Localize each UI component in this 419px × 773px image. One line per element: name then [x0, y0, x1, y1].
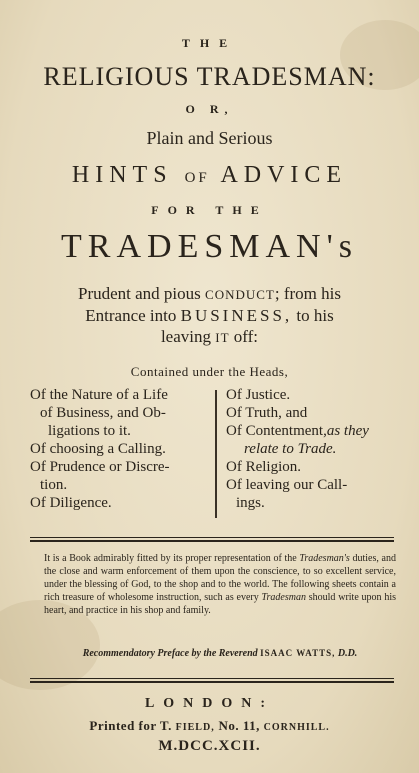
subtitle-tradesman: TRADESMAN's: [61, 228, 358, 265]
double-rule-bottom: [30, 681, 394, 683]
double-rule-bottom: [30, 678, 394, 679]
title-main: RELIGIOUS TRADESMAN:: [43, 62, 376, 91]
head-item: of Business, and Ob-: [40, 405, 166, 421]
head-item: Of choosing a Calling.: [30, 441, 166, 457]
subtitle-plain-serious: Plain and Serious: [146, 128, 273, 148]
head-item: Of Diligence.: [30, 495, 112, 511]
double-rule-top: [30, 540, 394, 542]
subtitle-hints-of-advice: [0, 162, 419, 189]
head-item: relate to Trade.: [244, 441, 337, 457]
imprint-city: LONDON:: [144, 696, 275, 711]
subtitle-description: [0, 283, 419, 348]
quote-attribution: Recommendatory Preface by the Reverend ISAAC WATTS, D.D.: [82, 648, 358, 659]
description-line-3: leaving IT off:: [160, 327, 259, 346]
head-item: Of the Nature of a Life: [30, 387, 168, 403]
imprint-year: M.DCC.XCII.: [158, 738, 261, 754]
head-item: ligations to it.: [48, 423, 131, 439]
title-the: THE: [181, 36, 238, 50]
double-rule-top: [30, 537, 394, 538]
title-or: O R,: [185, 102, 234, 116]
description-line-1: Prudent and pious CONDUCT; from his: [78, 284, 341, 303]
head-item: Of Contentment,as they: [226, 423, 369, 439]
head-item: Of Prudence or Discre-: [30, 459, 170, 475]
recommendation-quote: It is a Book admirably fitted by its proper representation of the Tradesman's duties, and the close and warm enforcement of them upon the conscience, to so excellent service, under the blessing of God, to the shop and to the world. The following sheets contain a rich treasure of wholesome instruction, such as every Tradesman should write upon his heart, and practice in his shop and family.: [44, 553, 397, 616]
heads-left-column: [30, 386, 210, 512]
column-divider: [215, 390, 217, 518]
contained-heading: Contained under the Heads,: [130, 364, 289, 379]
hints-word: HINTS: [71, 162, 173, 188]
heads-columns: [30, 386, 402, 522]
head-item: Of Religion.: [226, 459, 301, 475]
head-item: tion.: [40, 477, 68, 493]
head-item: ings.: [236, 495, 265, 511]
description-line-2: Entrance into BUSINESS, to his: [85, 306, 334, 325]
imprint-printer: Printed for T. FIELD, No. 11, CORNHILL.: [89, 718, 330, 733]
head-item: Of Truth, and: [226, 405, 308, 421]
head-item: Of Justice.: [226, 387, 291, 403]
heads-right-column: [226, 386, 406, 512]
of-word: OF: [184, 170, 210, 186]
head-item: Of leaving our Call-: [226, 477, 348, 493]
advice-word: ADVICE: [220, 162, 348, 188]
subtitle-for-the: FOR THE: [151, 203, 268, 217]
